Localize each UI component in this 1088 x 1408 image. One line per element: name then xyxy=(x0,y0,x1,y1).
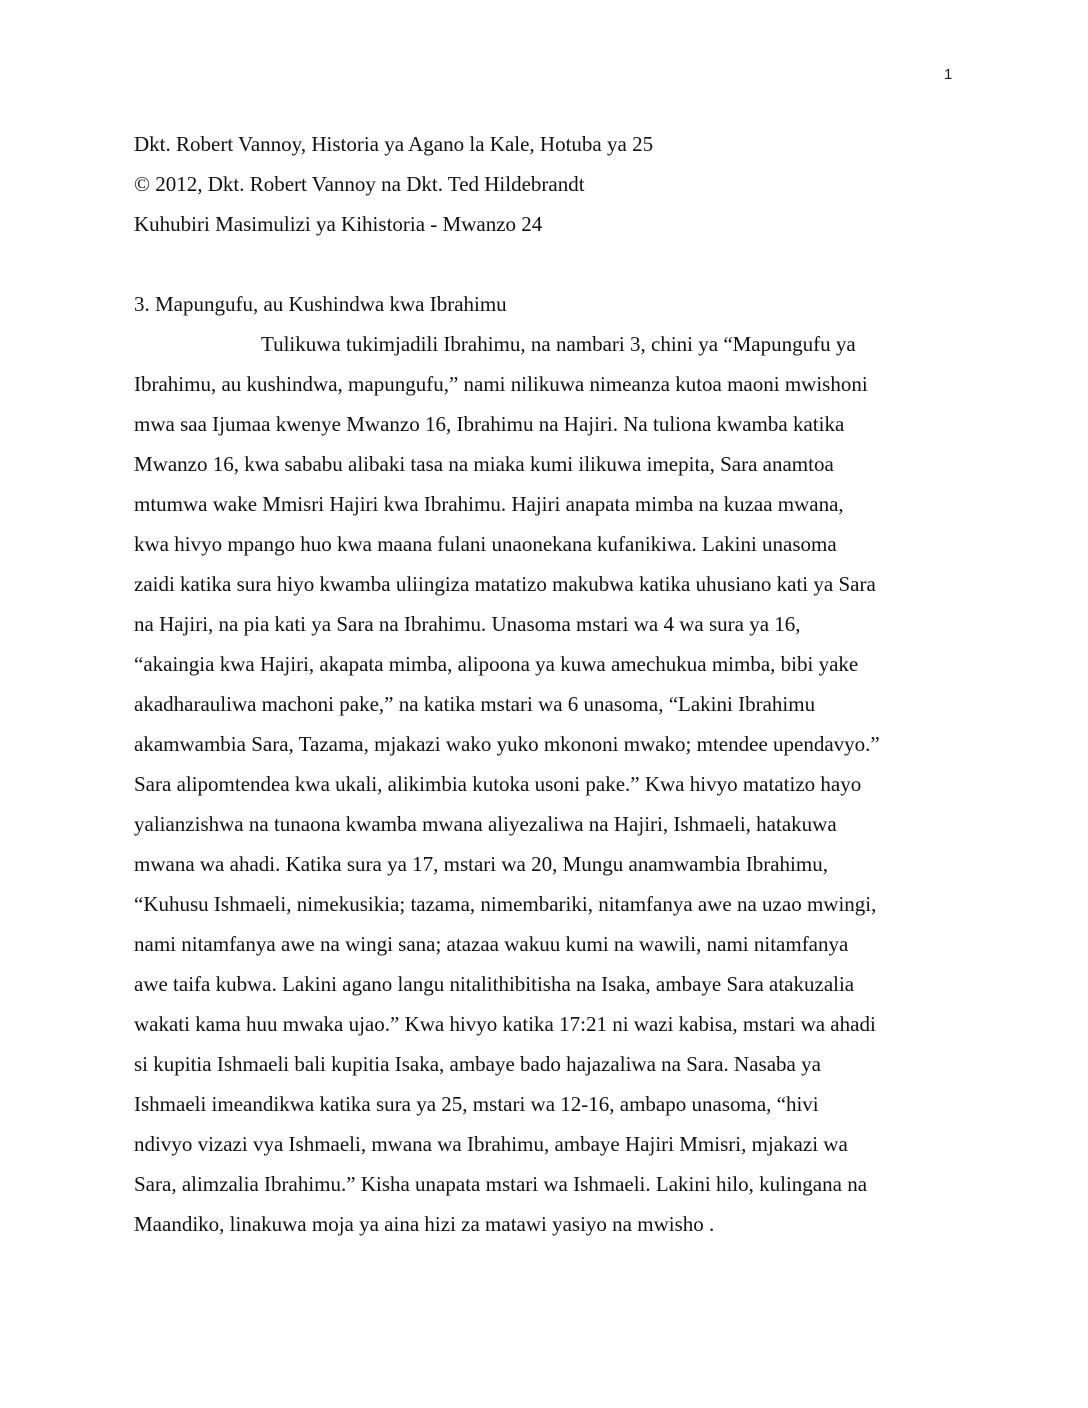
header-subtitle: Kuhubiri Masimulizi ya Kihistoria - Mwanzo 24 xyxy=(134,212,543,236)
paragraph-line: ndivyo vizazi vya Ishmaeli, mwana wa Ibrahimu, ambaye Hajiri Mmisri, mjakazi wa xyxy=(134,1132,848,1156)
paragraph-line: akadharauliwa machoni pake,” na katika mstari wa 6 unasoma, “Lakini Ibrahimu xyxy=(134,692,816,716)
paragraph-line: zaidi katika sura hiyo kwamba uliingiza matatizo makubwa katika uhusiano kati ya Sara xyxy=(134,572,876,596)
paragraph-line: Tulikuwa tukimjadili Ibrahimu, na nambari 3, chini ya “Mapungufu ya xyxy=(261,332,856,356)
paragraph-line: Mwanzo 16, kwa sababu alibaki tasa na miaka kumi ilikuwa imepita, Sara anamtoa xyxy=(134,452,834,476)
paragraph-line: awe taifa kubwa. Lakini agano langu nitalithibitisha na Isaka, ambaye Sara atakuzalia xyxy=(134,972,855,996)
paragraph-line: kwa hivyo mpango huo kwa maana fulani unaonekana kufanikiwa. Lakini unasoma xyxy=(134,532,837,556)
paragraph-line: mwana wa ahadi. Katika sura ya 17, mstari wa 20, Mungu anamwambia Ibrahimu, xyxy=(134,852,828,876)
paragraph-line: na Hajiri, na pia kati ya Sara na Ibrahimu. Unasoma mstari wa 4 wa sura ya 16, xyxy=(134,612,801,636)
body-paragraph xyxy=(134,324,954,1244)
header-lecture-title: Dkt. Robert Vannoy, Historia ya Agano la Kale, Hotuba ya 25 xyxy=(134,132,654,156)
paragraph-line: mwa saa Ijumaa kwenye Mwanzo 16, Ibrahimu na Hajiri. Na tuliona kwamba katika xyxy=(134,412,845,436)
paragraph-line: mtumwa wake Mmisri Hajiri kwa Ibrahimu. Hajiri anapata mimba na kuzaa mwana, xyxy=(134,492,844,516)
paragraph-line: Maandiko, linakuwa moja ya aina hizi za matawi yasiyo na mwisho . xyxy=(134,1212,715,1236)
paragraph-line: “Kuhusu Ishmaeli, nimekusikia; tazama, nimembariki, nitamfanya awe na uzao mwingi, xyxy=(134,892,877,916)
page-number: 1 xyxy=(944,66,953,83)
paragraph-line: “akaingia kwa Hajiri, akapata mimba, alipoona ya kuwa amechukua mimba, bibi yake xyxy=(134,652,859,676)
paragraph-line: wakati kama huu mwaka ujao.” Kwa hivyo katika 17:21 ni wazi kabisa, mstari wa ahadi xyxy=(134,1012,876,1036)
paragraph-line: si kupitia Ishmaeli bali kupitia Isaka, ambaye bado hajazaliwa na Sara. Nasaba ya xyxy=(134,1052,821,1076)
header-copyright: © 2012, Dkt. Robert Vannoy na Dkt. Ted Hildebrandt xyxy=(134,172,585,196)
paragraph-line: Sara alipomtendea kwa ukali, alikimbia kutoka usoni pake.” Kwa hivyo matatizo hayo xyxy=(134,772,862,796)
paragraph-line: Ishmaeli imeandikwa katika sura ya 25, mstari wa 12-16, ambapo unasoma, “hivi xyxy=(134,1092,819,1116)
paragraph-line: yalianzishwa na tunaona kwamba mwana aliyezaliwa na Hajiri, Ishmaeli, hatakuwa xyxy=(134,812,837,836)
paragraph-line: Sara, alimzalia Ibrahimu.” Kisha unapata mstari wa Ishmaeli. Lakini hilo, kulingana na xyxy=(134,1172,868,1196)
document-body xyxy=(134,124,954,1244)
paragraph-line: akamwambia Sara, Tazama, mjakazi wako yuko mkononi mwako; mtendee upendavyo.” xyxy=(134,732,880,756)
paragraph-line: Ibrahimu, au kushindwa, mapungufu,” nami nilikuwa nimeanza kutoa maoni mwishoni xyxy=(134,372,868,396)
paragraph-line: nami nitamfanya awe na wingi sana; atazaa wakuu kumi na wawili, nami nitamfanya xyxy=(134,932,849,956)
section-heading: 3. Mapungufu, au Kushindwa kwa Ibrahimu xyxy=(134,292,507,316)
